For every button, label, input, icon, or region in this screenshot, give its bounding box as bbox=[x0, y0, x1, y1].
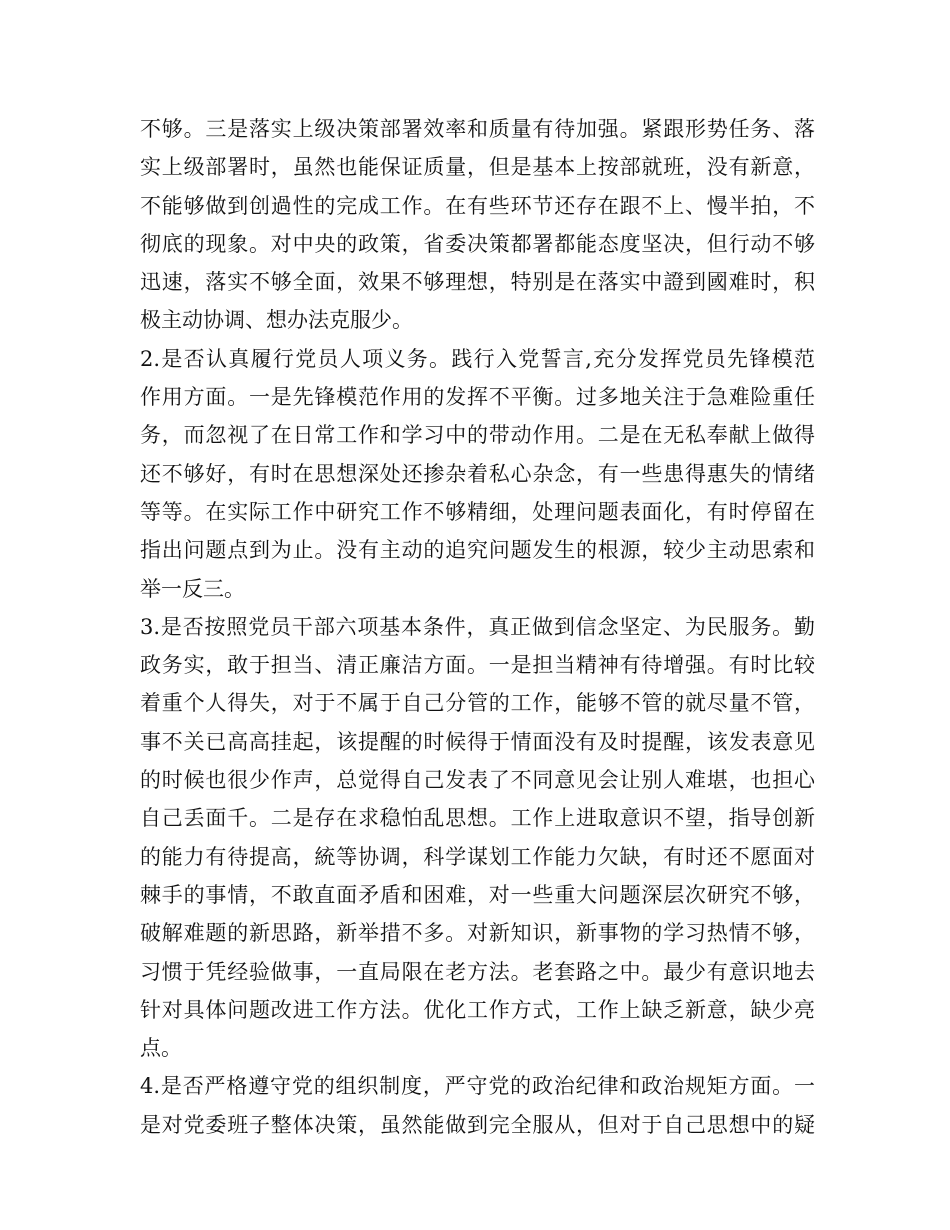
text-line-10: 还不够好，有时在思想深处还掺杂着私心杂念，有一些患得惠失的情绪 bbox=[140, 461, 815, 486]
text-line-26: 4.是否严格遵守党的组织制度，严守党的政治纪律和政治规矩方面。一 bbox=[140, 1074, 815, 1099]
text-line-11: 等等。在实际工作中研究工作不够精细，处理问题表面化，有时停留在 bbox=[140, 499, 815, 524]
text-line-1: 不够。三是落实上级决策部署效率和质量有待加强。紧跟形势任务、落 bbox=[140, 117, 815, 141]
text-line-20: 的能力有待提高，統等协调，科学谋划工作能力欠缺，有时还不愿面对 bbox=[140, 844, 815, 869]
text-line-5: 迅速，落实不够全面，效果不够理想，特别是在落实中證到國难时，积 bbox=[140, 270, 815, 295]
text-line-25: 点。 bbox=[140, 1036, 182, 1061]
text-line-7: 2.是否认真履行党员人项义务。践行入党誓言,充分发挥党员先锋模范 bbox=[140, 346, 815, 371]
text-line-19: 自己丢面千。二是存在求稳怕乱思想。工作上进取意识不望，指导创新 bbox=[140, 806, 815, 831]
text-line-13: 举一反三。 bbox=[140, 576, 245, 601]
text-line-16: 着重个人得失，对于不属于自己分管的工作，能够不管的就尽量不管， bbox=[140, 691, 815, 716]
text-line-14: 3.是否按照党员干部六项基本条件，真正做到信念坚定、为民服务。勤 bbox=[140, 614, 815, 639]
text-line-21: 棘手的事情，不敢直面矛盾和困难，对一些重大问题深层次研究不够， bbox=[140, 882, 815, 907]
text-line-4: 彻底的现象。对中央的政策，省委决策都署都能态度坚决，但行动不够 bbox=[140, 231, 815, 256]
text-line-2: 实上级部署时，虽然也能保证质量，但是基本上按部就班，没有新意， bbox=[140, 155, 815, 180]
text-line-17: 事不关已高高挂起，该提醒的时候得于情面没有及时提醒，该发表意见 bbox=[140, 729, 815, 754]
text-line-3: 不能够做到创過性的完成工作。在有些环节还存在跟不上、慢半拍，不 bbox=[140, 193, 815, 218]
document-body bbox=[140, 110, 815, 1144]
text-line-18: 的时候也很少作声，总觉得自己发表了不同意见会让别人难堪，也担心 bbox=[140, 768, 815, 793]
text-line-9: 务，而忽视了在日常工作和学习中的带动作用。二是在无私奉献上做得 bbox=[140, 423, 815, 448]
text-line-24: 针对具体问题改进工作方法。优化工作方式，工作上缺乏新意，缺少亮 bbox=[140, 997, 815, 1022]
text-line-22: 破解难题的新思路，新举措不多。对新知识，新事物的学习热情不够， bbox=[140, 921, 815, 946]
text-line-15: 政务实，敢于担当、清正廉洁方面。一是担当精神有待增强。有时比较 bbox=[140, 653, 815, 678]
text-line-23: 习惯于凭经验做事，一直局限在老方法。老套路之中。最少有意识地去 bbox=[140, 959, 815, 984]
text-line-27: 是对党委班子整体决策，虽然能做到完全服从，但对于自己思想中的疑 bbox=[140, 1112, 815, 1137]
text-line-6: 极主动协调、想办法克服少。 bbox=[140, 308, 413, 333]
text-line-8: 作用方面。一是先锋模范作用的发挥不平衡。过多地关注于急难险重任 bbox=[140, 385, 815, 410]
text-line-12: 指出问题点到为止。没有主动的追究问题发生的根源，较少主动思索和 bbox=[140, 538, 815, 563]
